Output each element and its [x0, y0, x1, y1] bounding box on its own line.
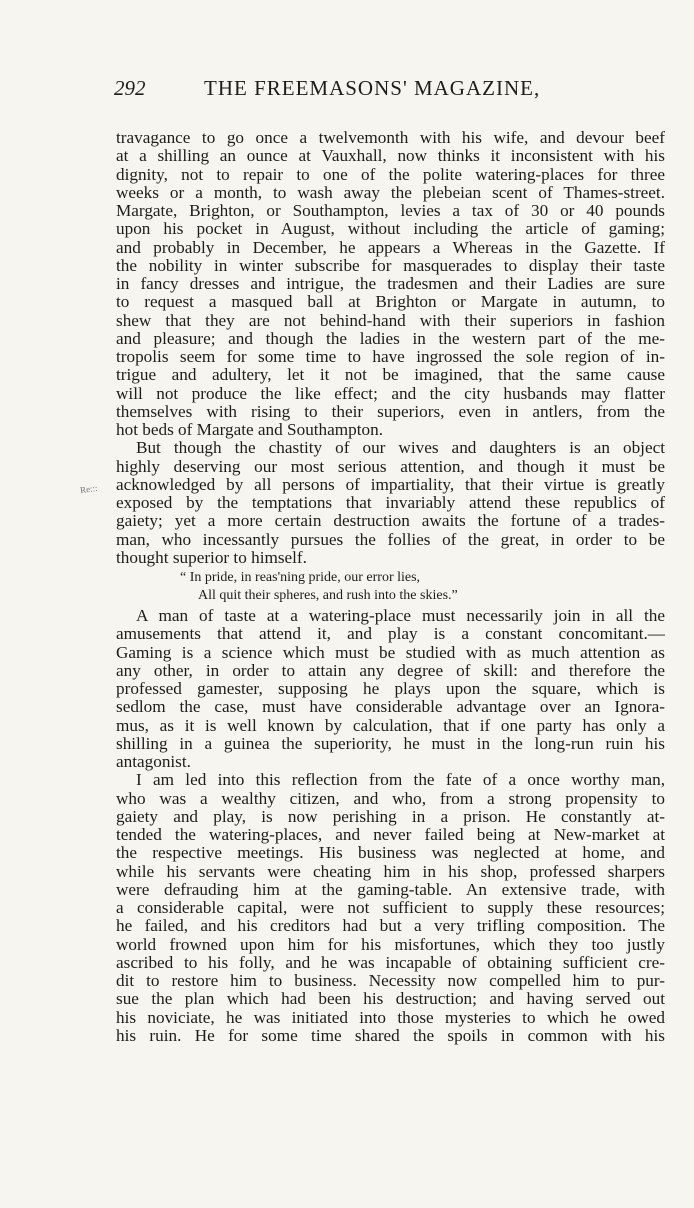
text-line: I am led into this reflection from the fate of a once worthy man,: [136, 770, 665, 790]
quote-line: “ In pride, in reas'ning pride, our error lies,: [180, 570, 421, 585]
paragraph: [116, 439, 665, 567]
text-line: his ruin. He for some time shared the spoils in common with his: [116, 1025, 665, 1045]
text-line: tropolis seem for some time to have ingrossed the sole region of in-: [116, 347, 665, 366]
text-line: highly deserving our most serious attention, and though it must be: [116, 456, 665, 476]
text-line: Gaming is a science which must be studied with as much attention as: [116, 642, 665, 662]
text-line: acknowledged by all persons of impartiality, that their virtue is greatly: [116, 474, 665, 494]
text-line: themselves with rising to their superiors, even in antlers, from the: [116, 401, 665, 421]
paragraph: [116, 607, 665, 771]
text-line: travagance to go once a twelvemonth with his wife, and devour beef: [116, 128, 665, 147]
text-line: weeks or a month, to wash away the plebeian scent of Thames-street.: [116, 182, 665, 202]
text-line: will not produce the like effect; and the city husbands may flatter: [116, 383, 665, 403]
text-line: shilling in a guinea the superiority, he must in the long-run ruin his: [116, 733, 665, 753]
verse-quote: [116, 569, 665, 605]
paragraph: [116, 129, 665, 439]
text-line: the respective meetings. His business was neglected at home, and: [116, 843, 665, 863]
text-line: to request a masqued ball at Brighton or Margate in autumn, to: [116, 292, 665, 312]
text-line: gaiety and play, is now perishing in a prison. He constantly at-: [116, 806, 665, 826]
text-line: in fancy dresses and intrigue, the tradesmen and their Ladies are sure: [116, 274, 665, 293]
text-line: hot beds of Margate and Southampton.: [116, 420, 384, 439]
text-line: world frowned upon him for his misfortunes, which they too justly: [116, 934, 665, 954]
margin-note: Re:::: [79, 482, 99, 496]
text-line: professed gamester, supposing he plays upon the square, which is: [116, 679, 665, 698]
text-line: he failed, and his creditors had but a very trifling composition. The: [116, 916, 665, 936]
text-line: while his servants were cheating him in his shop, professed sharpers: [116, 861, 665, 881]
text-line: But though the chastity of our wives and daughters is an object: [136, 438, 665, 458]
text-line: any other, in order to attain any degree of skill: and therefore the: [116, 660, 665, 680]
paragraph: [116, 771, 665, 1045]
text-line: upon his pocket in August, without including the article of gaming;: [116, 219, 665, 239]
text-line: sedlom the case, must have considerable advantage over an Ignora-: [116, 697, 665, 717]
text-line: tended the watering-places, and never failed being at New-market at: [116, 825, 665, 844]
text-line: the nobility in winter subscribe for masquerades to display their taste: [116, 255, 665, 275]
text-line: ascribed to his folly, and he was incapable of obtaining sufficient cre-: [116, 952, 665, 972]
text-line: shew that they are not behind-hand with their superiors in fashion: [116, 310, 665, 330]
text-line: at a shilling an ounce at Vauxhall, now thinks it inconsistent with his: [116, 146, 665, 166]
text-line: and pleasure; and though the ladies in the western part of the me-: [116, 328, 665, 348]
text-line: A man of taste at a watering-place must necessarily join in all the: [136, 606, 665, 625]
text-line: who was a wealthy citizen, and who, from a strong propensity to: [116, 788, 665, 808]
text-line: trigue and adultery, let it not be imagined, that the same cause: [116, 365, 665, 385]
text-line: man, who incessantly pursues the follies of the great, in order to be: [116, 529, 665, 549]
text-line: exposed by the temptations that invariably attend these republics of: [116, 493, 665, 512]
text-line: gaiety; yet a more certain destruction awaits the fortune of a trades-: [116, 511, 665, 531]
text-line: mus, as it is well known by calculation, that if one party has only a: [116, 715, 665, 735]
text-line: and probably in December, he appears a Whereas in the Gazette. If: [116, 237, 665, 257]
page-number: 292: [114, 76, 146, 100]
text-line: a considerable capital, were not sufficient to supply these resources;: [116, 898, 665, 917]
body-text: [116, 129, 665, 1045]
quote-line: All quit their spheres, and rush into the skies.”: [198, 588, 458, 603]
text-line: antagonist.: [116, 752, 191, 771]
text-line: were defrauding him at the gaming-table. An extensive trade, with: [116, 879, 665, 899]
text-line: Margate, Brighton, or Southampton, levies a tax of 30 or 40 pounds: [116, 201, 665, 220]
text-line: sue the plan which had been his destruction; and having served out: [116, 989, 665, 1009]
text-line: his noviciate, he was initiated into those mysteries to which he owed: [116, 1007, 665, 1027]
running-title: THE FREEMASONS' MAGAZINE,: [204, 76, 541, 100]
text-line: dit to restore him to business. Necessity now compelled him to pur-: [116, 971, 665, 990]
page-header: [114, 76, 658, 106]
text-line: thought superior to himself.: [116, 547, 307, 567]
text-line: amusements that attend it, and play is a constant concomitant.—: [116, 624, 665, 644]
text-line: dignity, not to repair to one of the polite watering-places for three: [116, 164, 665, 184]
